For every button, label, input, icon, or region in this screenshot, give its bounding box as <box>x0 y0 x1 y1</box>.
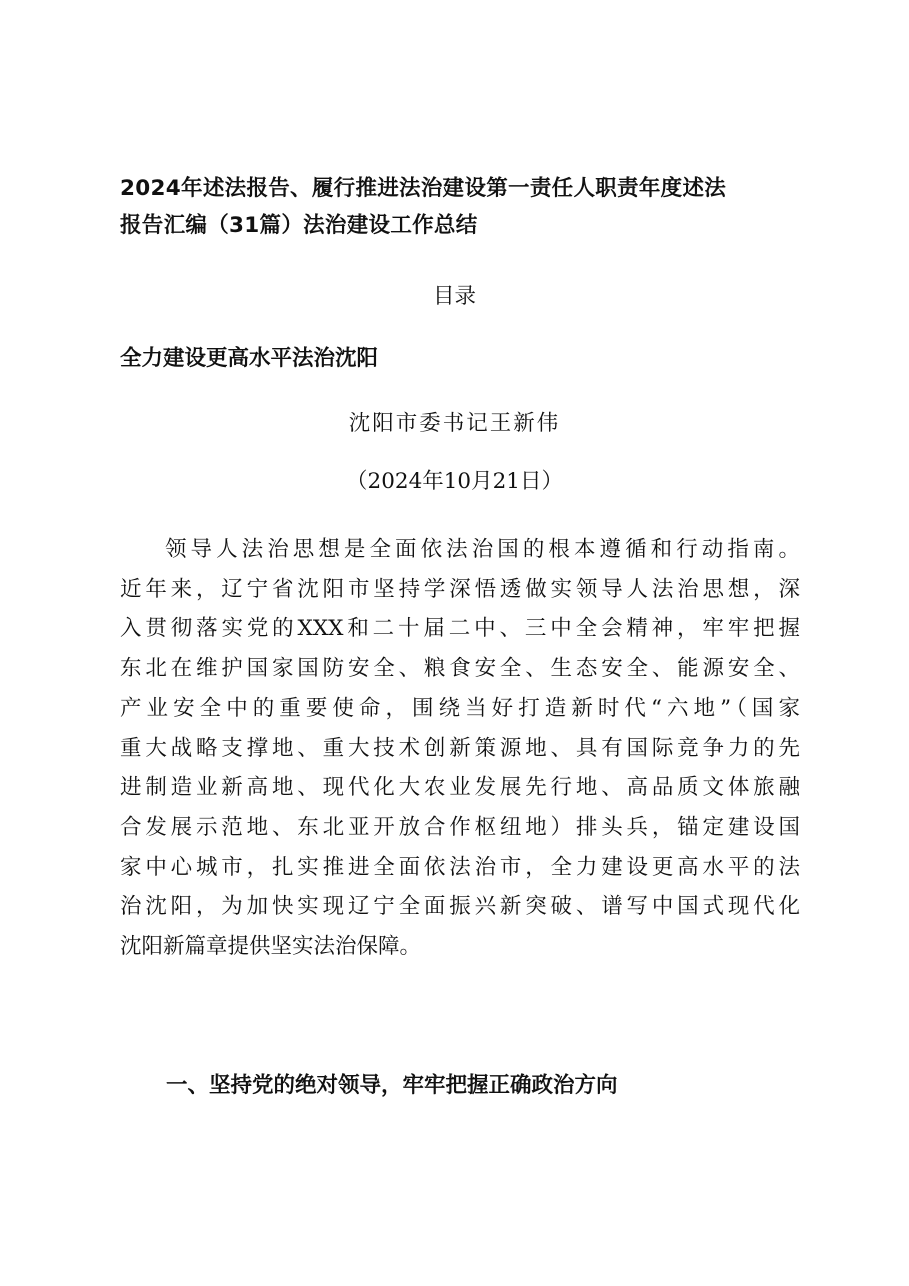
paragraph-line: 沈阳新篇章提供坚实法治保障。 <box>120 934 422 960</box>
paragraph-line: 重大战略支撑地、重大技术创新策源地、具有国际竞争力的先 <box>120 735 800 761</box>
paragraph-line: 产业安全中的重要使命，围绕当好打造新时代“六地”（国家 <box>120 695 800 721</box>
section-heading: 一、坚持党的绝对领导，牢牢把握正确政治方向 <box>166 1073 618 1098</box>
document-title <box>120 170 810 244</box>
paragraph-line: 东北在维护国家国防安全、粮食安全、生态安全、能源安全、 <box>120 656 800 682</box>
article-author: 沈阳市委书记王新伟 <box>348 411 561 436</box>
paragraph-line: 合发展示范地、东北亚开放合作枢纽地）排头兵，锚定建设国 <box>120 814 800 840</box>
paragraph-line: 领导人法治思想是全面依法治国的根本遵循和行动指南。 <box>165 537 800 562</box>
toc-label: 目录 <box>432 284 476 309</box>
document-title-line: 报告汇编（31篇）法治建设工作总结 <box>120 213 478 238</box>
paragraph-line: 治沈阳，为加快实现辽宁全面振兴新突破、谱写中国式现代化 <box>120 894 800 920</box>
article-date: （2024年10月21日） <box>346 469 563 494</box>
paragraph-line: 进制造业新高地、现代化大农业发展先行地、高品质文体旅融 <box>120 775 800 801</box>
article-heading: 全力建设更高水平法治沈阳 <box>120 346 379 371</box>
paragraph-line: 近年来，辽宁省沈阳市坚持学深悟透做实领导人法治思想，深 <box>120 576 800 602</box>
body-paragraph <box>120 530 800 967</box>
document-title-line: 2024年述法报告、履行推进法治建设第一责任人职责年度述法 <box>120 176 727 201</box>
paragraph-line: 入贯彻落实党的XXX和二十届二中、三中全会精神，牢牢把握 <box>120 616 800 642</box>
paragraph-line: 家中心城市，扎实推进全面依法治市，全力建设更高水平的法 <box>120 854 800 880</box>
